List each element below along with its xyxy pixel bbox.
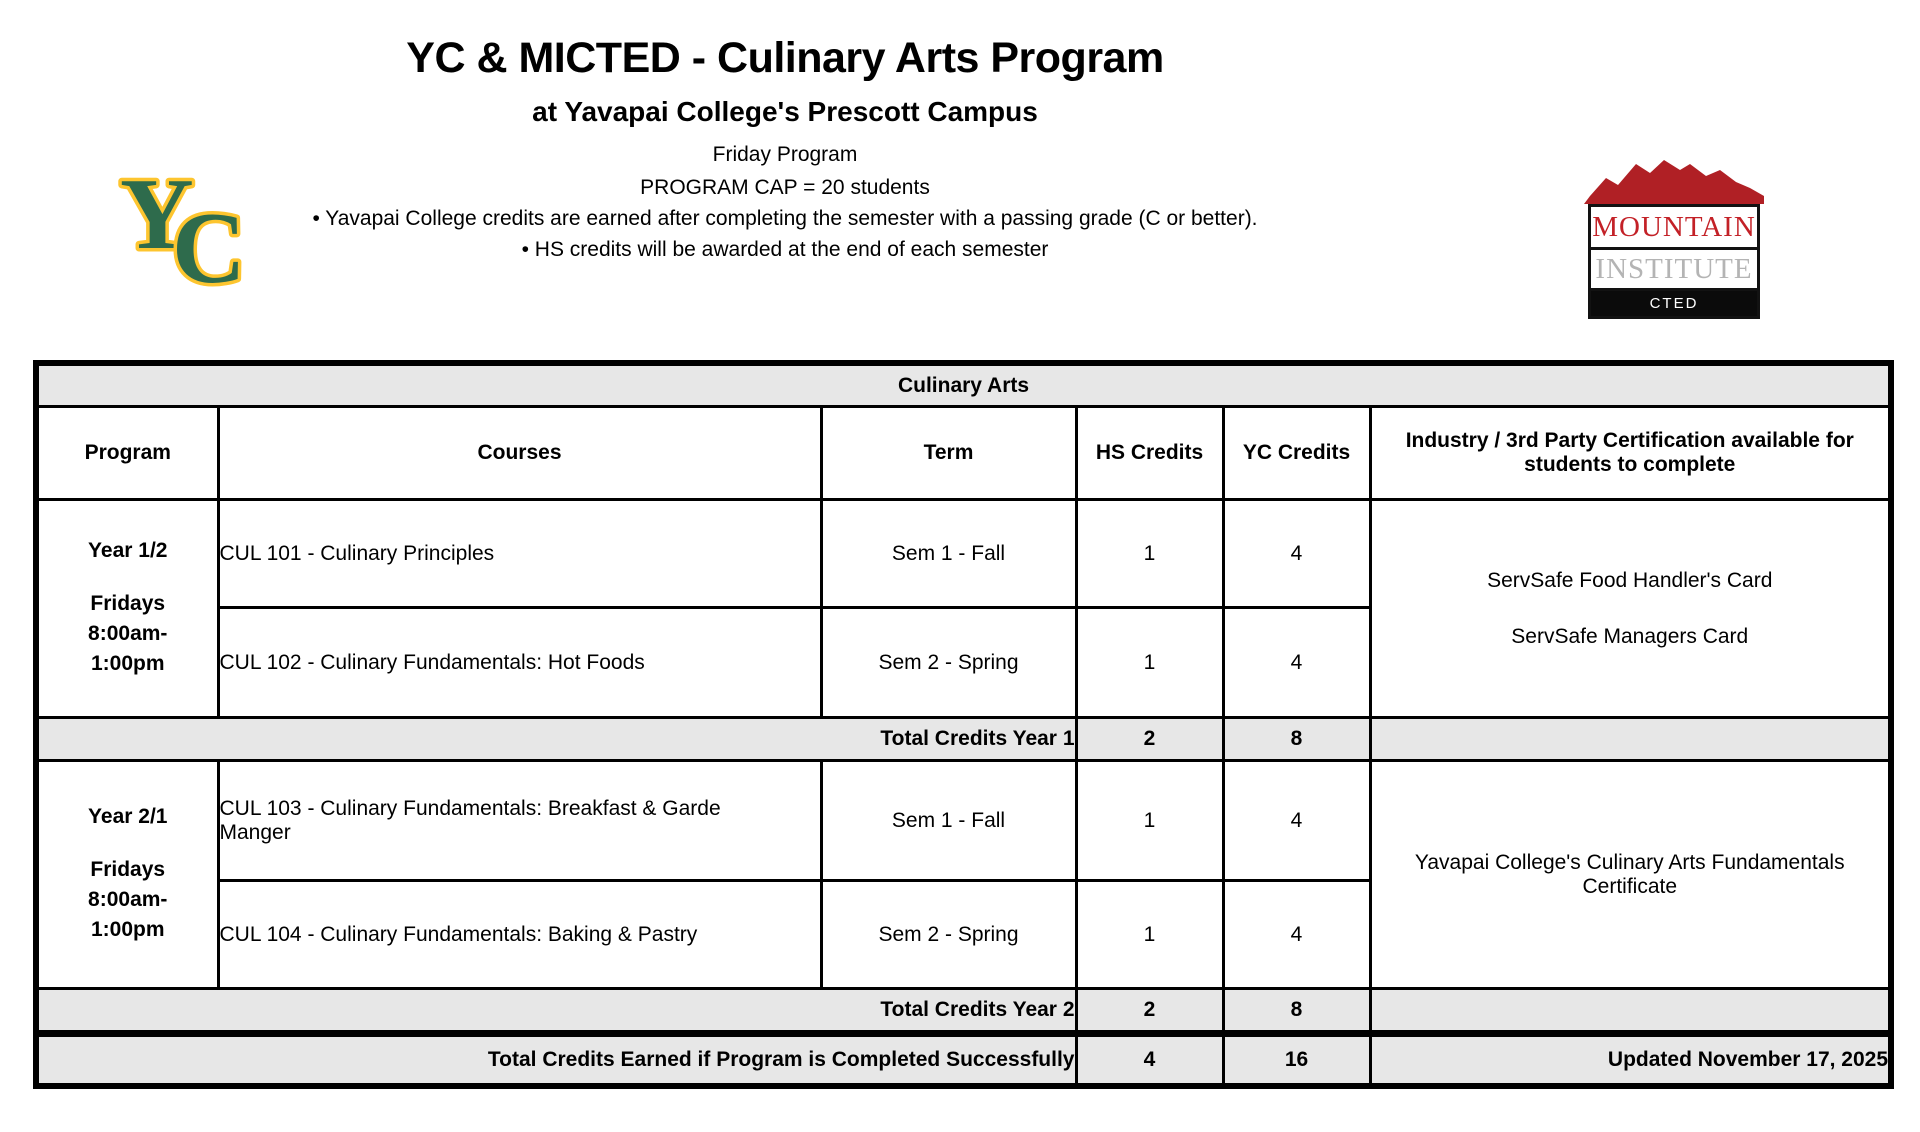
year-label: Year 2/1	[88, 804, 168, 828]
certification-cell-year1	[1370, 500, 1891, 718]
bullet-note: • Yavapai College credits are earned after completing the semester with a passing grade (C or better).	[0, 207, 1570, 231]
col-header-program: Program	[36, 407, 218, 500]
program-cap-line: PROGRAM CAP = 20 students	[640, 176, 930, 199]
certification-cell-year2	[1370, 761, 1891, 989]
total-credits-year1-row	[36, 718, 1891, 761]
course-cell: CUL 103 - Culinary Fundamentals: Breakfast & Garde Manger	[218, 761, 821, 881]
empty-cell	[1370, 989, 1891, 1034]
mi-logo-word-institute: INSTITUTE	[1588, 250, 1760, 291]
schedule-end-time: 1:00pm	[90, 917, 165, 941]
yc-credits-cell: 4	[1223, 608, 1370, 718]
course-cell: CUL 104 - Culinary Fundamentals: Baking & Pastry	[218, 881, 821, 989]
header	[0, 34, 1570, 262]
schedule-day: Fridays	[90, 857, 166, 881]
schedule-day: Fridays	[90, 591, 166, 615]
term-cell: Sem 1 - Fall	[821, 500, 1076, 608]
table-title: Culinary Arts	[36, 363, 1891, 407]
yc-credits-cell: 4	[1223, 761, 1370, 881]
yc-letter-c: C	[172, 192, 246, 290]
page-subtitle: at Yavapai College's Prescott Campus	[532, 96, 1038, 127]
col-header-hs-credits: HS Credits	[1076, 407, 1223, 500]
table-header-row	[36, 407, 1891, 500]
certification-item: ServSafe Food Handler's Card	[1487, 568, 1773, 592]
schedule	[39, 589, 217, 679]
course-cell: CUL 102 - Culinary Fundamentals: Hot Foods	[218, 608, 821, 718]
course-cell: CUL 101 - Culinary Principles	[218, 500, 821, 608]
program-cell-year1	[36, 500, 218, 718]
certification-item: ServSafe Managers Card	[1511, 624, 1749, 648]
schedule	[39, 855, 217, 945]
table-title-row	[36, 363, 1891, 407]
total-yc-credits-year1: 8	[1223, 718, 1370, 761]
grand-total-hs-credits: 4	[1076, 1034, 1223, 1087]
yc-credits-cell: 4	[1223, 881, 1370, 989]
culinary-arts-table	[33, 360, 1894, 1089]
total-hs-credits-year2: 2	[1076, 989, 1223, 1034]
schedule-end-time: 1:00pm	[90, 651, 165, 675]
updated-date: Updated November 17, 2025	[1370, 1034, 1891, 1087]
bullet-note: • HS credits will be awarded at the end of each semester	[0, 238, 1570, 262]
hs-credits-cell: 1	[1076, 881, 1223, 989]
hs-credits-cell: 1	[1076, 608, 1223, 718]
term-cell: Sem 2 - Spring	[821, 881, 1076, 989]
total-credits-year2-row	[36, 989, 1891, 1034]
grand-total-row	[36, 1034, 1891, 1087]
program-day-line: Friday Program	[712, 143, 858, 166]
grand-total-yc-credits: 16	[1223, 1034, 1370, 1087]
col-header-term: Term	[821, 407, 1076, 500]
hs-credits-cell: 1	[1076, 500, 1223, 608]
page-title: YC & MICTED - Culinary Arts Program	[406, 34, 1164, 82]
total-yc-credits-year2: 8	[1223, 989, 1370, 1034]
yc-credits-cell: 4	[1223, 500, 1370, 608]
program-cell-year2	[36, 761, 218, 989]
col-header-certification: Industry / 3rd Party Certification available for students to complete	[1370, 407, 1891, 500]
mi-logo-word-mountain: MOUNTAIN	[1588, 204, 1760, 250]
col-header-yc-credits: YC Credits	[1223, 407, 1370, 500]
term-cell: Sem 1 - Fall	[821, 761, 1076, 881]
schedule-start-time: 8:00am-	[88, 887, 168, 911]
term-cell: Sem 2 - Spring	[821, 608, 1076, 718]
hs-credits-cell: 1	[1076, 761, 1223, 881]
total-hs-credits-year1: 2	[1076, 718, 1223, 761]
schedule-start-time: 8:00am-	[88, 621, 168, 645]
col-header-courses: Courses	[218, 407, 821, 500]
mountain-institute-logo	[1588, 158, 1760, 319]
year-label: Year 1/2	[88, 538, 168, 562]
total-credits-year1-label: Total Credits Year 1	[36, 718, 1076, 761]
mi-logo-word-cted: CTED	[1588, 291, 1760, 319]
total-credits-year2-label: Total Credits Year 2	[36, 989, 1076, 1034]
yc-letter-y: Y	[120, 160, 194, 271]
table-row	[36, 761, 1891, 881]
empty-cell	[1370, 718, 1891, 761]
grand-total-label: Total Credits Earned if Program is Completed Successfully	[36, 1034, 1076, 1087]
certification-item: Yavapai College's Culinary Arts Fundamentals Certificate	[1414, 850, 1845, 898]
table-row	[36, 500, 1891, 608]
mountain-icon	[1584, 158, 1764, 204]
